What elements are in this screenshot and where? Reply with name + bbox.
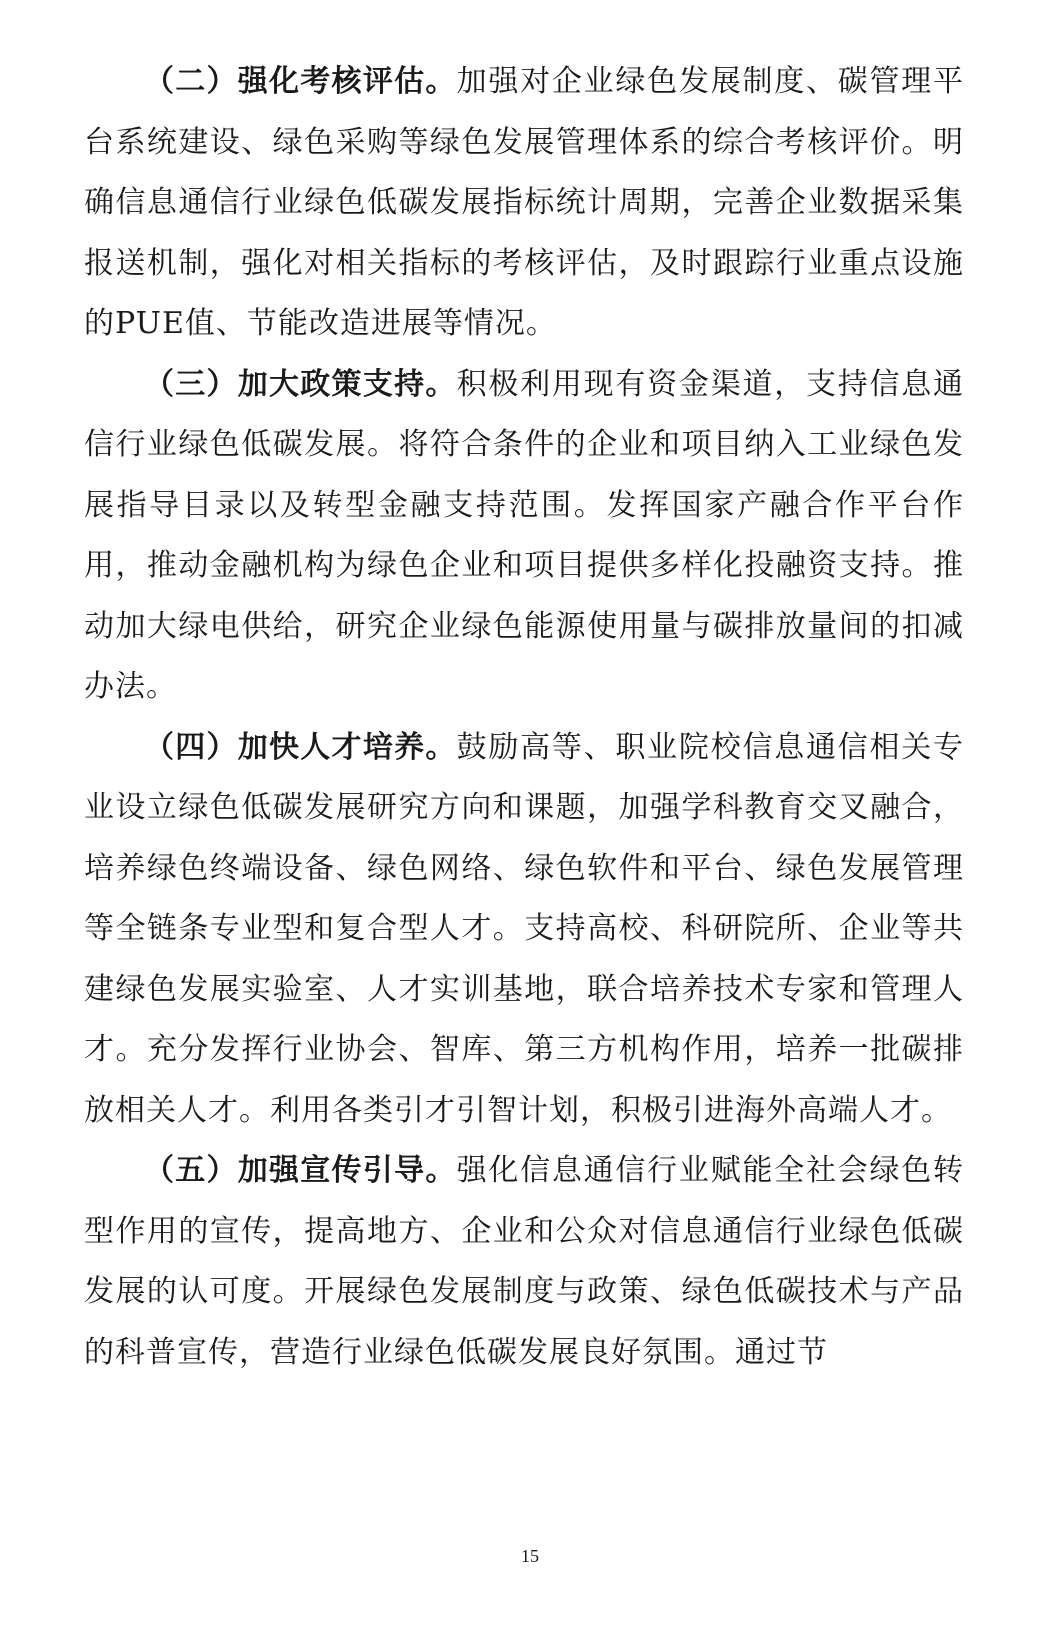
section-heading: （二）强化考核评估。 (144, 64, 457, 99)
paragraph-assessment (84, 52, 964, 355)
page-number: 15 (521, 1546, 539, 1566)
paragraph-text: 积极利用现有资金渠道，支持信息通信行业绿色低碳发展。将符合条件的企业和项目纳入工业绿色发展指导目录以及转型金融支持范围。发挥国家产融合作平台作用，推动金融机构为绿色企业和项目提供多样化投融资支持。推动加大绿电供给，研究企业绿色能源使用量与碳排放量间的扣减办法。 (84, 366, 965, 704)
paragraph-text: 鼓励高等、职业院校信息通信相关专业设立绿色低碳发展研究方向和课题，加强学科教育交叉融合，培养绿色终端设备、绿色网络、绿色软件和平台、绿色发展管理等全链条专业型和复合型人才。支持高校、科研院所、企业等共建绿色发展实验室、人才实训基地，联合培养技术专家和管理人才。充分发挥行业协会、智库、第三方机构作用，培养一批碳排放相关人才。利用各类引才引智计划，积极引进海外高端人才。 (84, 729, 965, 1128)
section-heading: （四）加快人才培养。 (144, 729, 457, 765)
section-heading: （三）加大政策支持。 (144, 366, 457, 402)
paragraph-policy-support (84, 355, 964, 718)
section-heading: （五）加强宣传引导。 (144, 1153, 457, 1188)
document-body (84, 52, 964, 1383)
paragraph-text: 加强对企业绿色发展制度、碳管理平台系统建设、绿色采购等绿色发展管理体系的综合考核评价。明确信息通信行业绿色低碳发展指标统计周期，完善企业数据采集报送机制，强化对相关指标的考核评估，及时跟踪行业重点设施的PUE值、节能改造进展等情况。 (84, 64, 965, 341)
paragraph-publicity (84, 1141, 964, 1383)
paragraph-text: 强化信息通信行业赋能全社会绿色转型作用的宣传，提高地方、企业和公众对信息通信行业绿色低碳发展的认可度。开展绿色发展制度与政策、绿色低碳技术与产品的科普宣传，营造行业绿色低碳发展良好氛围。通过节 (84, 1153, 965, 1370)
paragraph-talent-training (84, 718, 964, 1142)
